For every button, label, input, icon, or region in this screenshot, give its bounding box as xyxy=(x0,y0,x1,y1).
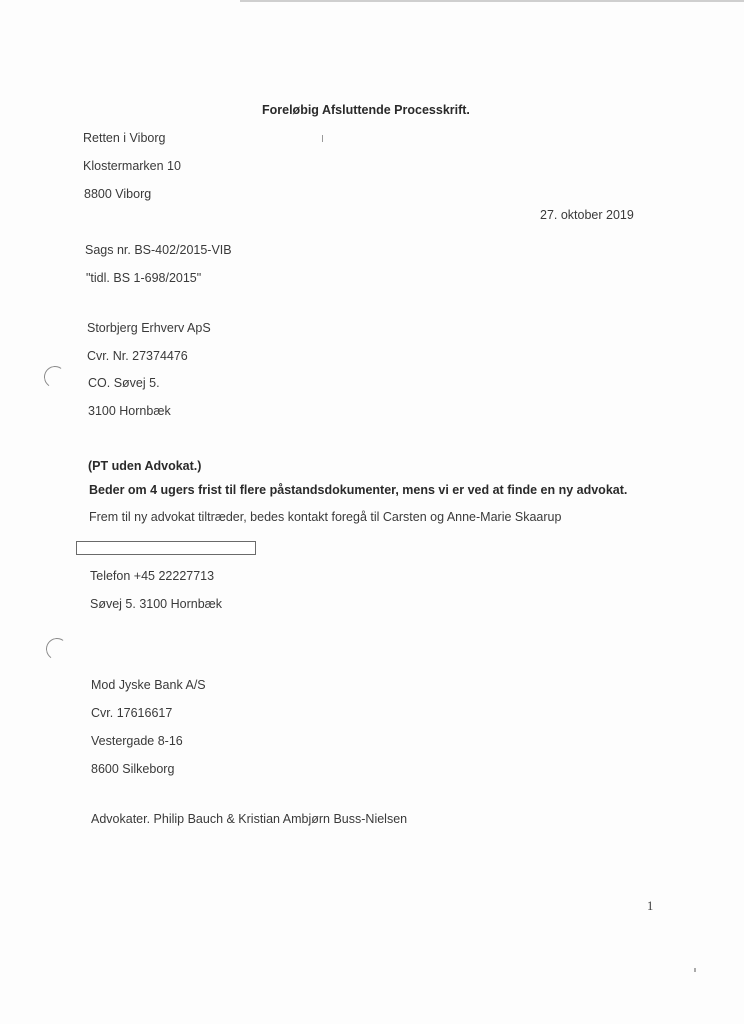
page-number: 1 xyxy=(647,899,654,913)
plaintiff-co: CO. Søvej 5. xyxy=(88,376,160,390)
plaintiff-cvr: Cvr. Nr. 27374476 xyxy=(87,349,188,363)
scan-edge-line xyxy=(240,0,744,2)
plaintiff-city: 3100 Hornbæk xyxy=(88,404,171,418)
scan-mark xyxy=(322,135,323,142)
redacted-box xyxy=(76,541,256,555)
deadline-request: Beder om 4 ugers frist til flere påstandsdokumenter, mens vi er ved at finde en ny advokat. xyxy=(89,483,628,497)
court-street: Klostermarken 10 xyxy=(83,159,181,173)
no-lawyer-note: (PT uden Advokat.) xyxy=(88,459,202,473)
defendant-cvr: Cvr. 17616617 xyxy=(91,706,173,720)
case-number: Sags nr. BS-402/2015-VIB xyxy=(85,243,232,257)
lawyers-line: Advokater. Philip Bauch & Kristian Ambjørn Buss-Nielsen xyxy=(91,812,408,826)
court-city: 8800 Viborg xyxy=(84,187,152,201)
punch-hole-mark xyxy=(44,636,69,661)
contact-address: Søvej 5. 3100 Hornbæk xyxy=(90,597,223,611)
defendant-street: Vestergade 8-16 xyxy=(91,734,183,748)
document-title: Foreløbig Afsluttende Processkrift. xyxy=(262,103,470,117)
scan-speck xyxy=(694,968,696,972)
document-date: 27. oktober 2019 xyxy=(540,208,634,222)
defendant-city: 8600 Silkeborg xyxy=(91,762,175,776)
contact-phone: Telefon +45 22227713 xyxy=(90,569,215,583)
contact-note: Frem til ny advokat tiltræder, bedes kontakt foregå til Carsten og Anne-Marie Skaarup xyxy=(89,510,562,524)
punch-hole-mark xyxy=(42,364,67,389)
plaintiff-name: Storbjerg Erhverv ApS xyxy=(87,321,211,335)
defendant-name: Mod Jyske Bank A/S xyxy=(91,678,206,692)
court-name: Retten i Viborg xyxy=(83,131,166,145)
case-former-number: "tidl. BS 1-698/2015" xyxy=(86,271,202,285)
